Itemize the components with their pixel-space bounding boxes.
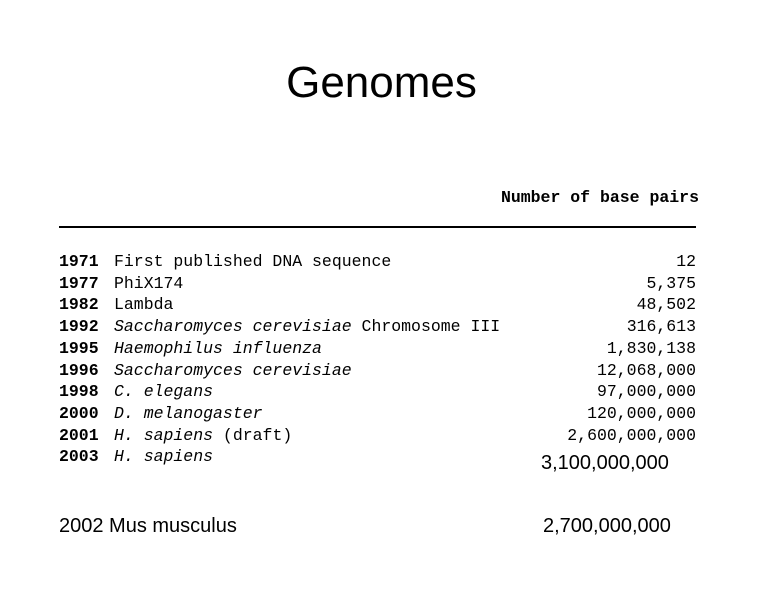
h-sapiens-2003-base-pairs: 3,100,000,000 (541, 452, 669, 474)
row-base-pairs: 12,068,000 (596, 360, 696, 380)
organism-suffix: (draft) (213, 425, 293, 445)
organism-plain: First published DNA sequence (114, 252, 392, 271)
row-year: 1977 (59, 273, 99, 293)
row-organism (114, 339, 322, 358)
organism-plain: PhiX174 (114, 273, 184, 293)
table-row (59, 317, 696, 339)
row-base-pairs: 1,830,138 (606, 338, 696, 358)
row-organism (114, 404, 263, 423)
row-year: 2000 (59, 403, 99, 423)
row-base-pairs: 120,000,000 (587, 403, 696, 423)
row-organism (114, 382, 213, 401)
row-year: 1971 (59, 252, 99, 271)
row-base-pairs: 2,600,000,000 (567, 425, 696, 445)
row-organism (114, 426, 292, 445)
table-row (59, 426, 696, 448)
organism-italic: Saccharomyces cerevisiae (114, 360, 352, 380)
column-header: Number of base pairs (500, 188, 699, 207)
row-organism (114, 274, 183, 293)
row-year: 2003 (59, 447, 99, 467)
table-row (59, 274, 696, 296)
organism-italic: Saccharomyces cerevisiae (114, 317, 352, 337)
table-row (59, 361, 696, 383)
row-organism (114, 317, 500, 336)
row-base-pairs: 5,375 (646, 273, 696, 293)
row-base-pairs: 316,613 (626, 317, 696, 337)
table-row (59, 382, 696, 404)
row-year: 1992 (59, 317, 99, 337)
row-base-pairs: 12 (676, 252, 696, 271)
organism-suffix: Chromosome III (351, 317, 501, 337)
row-year: 1995 (59, 338, 99, 358)
slide-title: Genomes (286, 58, 477, 107)
row-base-pairs: 48,502 (636, 295, 696, 315)
table-row (59, 339, 696, 361)
row-year: 1996 (59, 360, 99, 380)
header-rule (59, 226, 696, 228)
row-organism (114, 252, 391, 271)
organism-italic: D. melanogaster (114, 403, 263, 423)
table-row (59, 252, 696, 274)
organism-italic: H. sapiens (114, 425, 214, 445)
organism-plain: Lambda (114, 295, 174, 315)
row-organism (114, 447, 213, 466)
table-row (59, 404, 696, 426)
table-row (59, 295, 696, 317)
row-base-pairs: 97,000,000 (596, 382, 696, 402)
mus-musculus-label: 2002 Mus musculus (59, 515, 237, 537)
organism-italic: Haemophilus influenza (114, 338, 322, 358)
organism-italic: H. sapiens (114, 447, 214, 467)
organism-italic: C. elegans (114, 382, 214, 402)
row-year: 1982 (59, 295, 99, 315)
row-organism (114, 361, 352, 380)
mus-musculus-base-pairs: 2,700,000,000 (543, 515, 671, 537)
row-year: 1998 (59, 382, 99, 402)
row-year: 2001 (59, 425, 99, 445)
row-organism (114, 295, 173, 314)
